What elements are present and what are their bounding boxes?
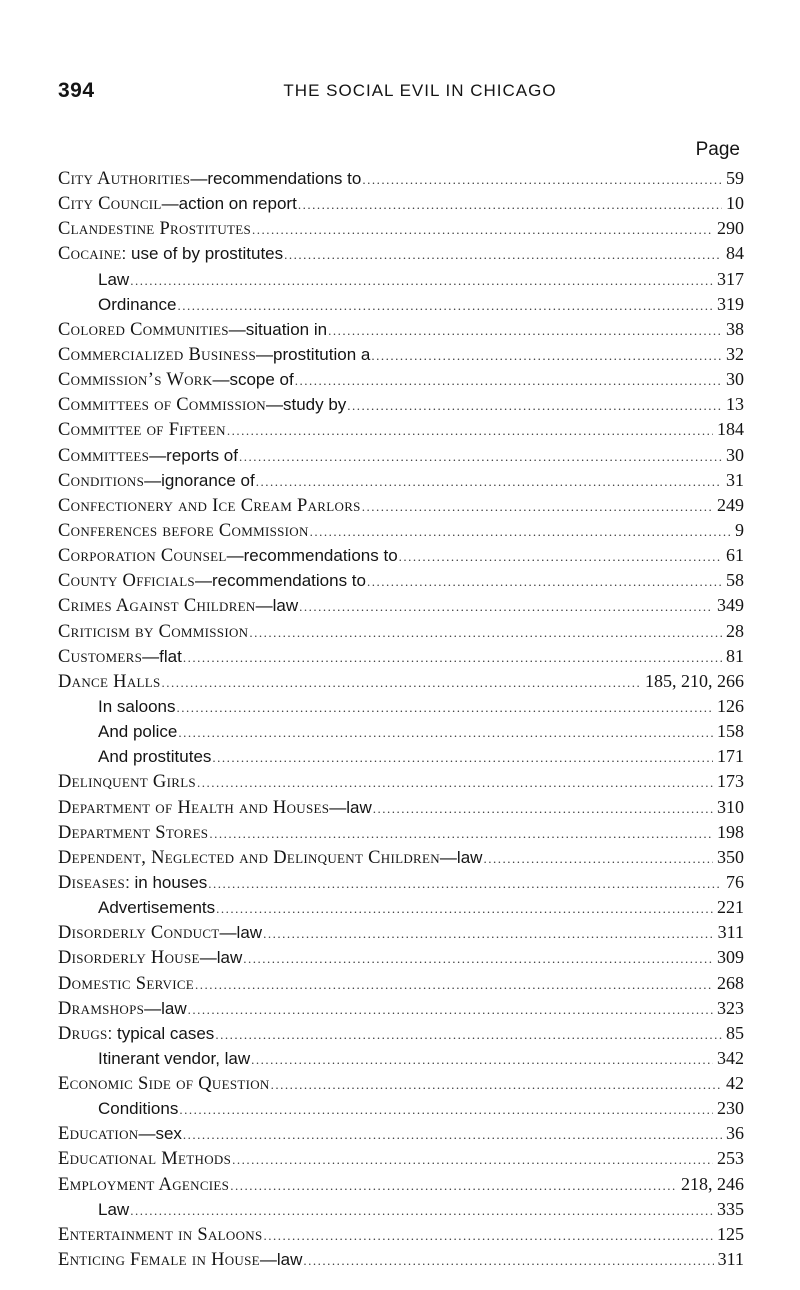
entry-pages: 317 xyxy=(717,268,744,289)
entry-label xyxy=(58,443,238,469)
entry-heading: Department of Health and Houses xyxy=(58,797,330,818)
entry-heading: Conferences before Commission xyxy=(58,520,309,541)
page-column-heading: Page xyxy=(695,139,740,160)
entry-heading: Entertainment in Saloons xyxy=(58,1224,263,1245)
entry-heading: Conditions xyxy=(58,470,145,491)
index-subentry xyxy=(58,1046,744,1071)
entry-pages: 253 xyxy=(717,1148,744,1169)
index-entry xyxy=(58,1071,744,1096)
entry-pages: 30 xyxy=(726,369,744,390)
dot-leader xyxy=(215,1022,722,1047)
index-subentry xyxy=(58,694,744,719)
entry-heading: Department Stores xyxy=(58,822,209,843)
entry-pages: 198 xyxy=(717,821,744,842)
index-subentry xyxy=(58,292,744,317)
entry-heading: Dramshops xyxy=(58,998,145,1019)
index-entry xyxy=(58,241,744,266)
entry-heading: Dance Halls xyxy=(58,671,161,692)
index-entry xyxy=(58,820,744,845)
dot-leader xyxy=(130,268,713,293)
dot-leader xyxy=(162,670,641,695)
entry-pages: 309 xyxy=(717,947,744,968)
entry-pages: 59 xyxy=(726,168,744,188)
index-entry xyxy=(58,619,744,644)
index-entry xyxy=(58,1021,744,1046)
entry-heading: City Authorities xyxy=(58,169,191,189)
entry-label xyxy=(58,870,207,896)
entry-pages: 350 xyxy=(717,846,744,867)
entry-pages: 158 xyxy=(717,721,744,742)
index-entries xyxy=(58,166,744,1272)
dot-leader xyxy=(232,1147,713,1172)
dot-leader xyxy=(483,846,713,871)
index-entry xyxy=(58,795,744,820)
dot-leader xyxy=(299,594,713,619)
index-entry xyxy=(58,1121,744,1146)
index-subentry xyxy=(58,719,744,744)
page-header xyxy=(58,79,742,109)
entry-pages: 10 xyxy=(726,193,744,214)
entry-pages: 218, 246 xyxy=(681,1173,744,1194)
entry-heading: Domestic Service xyxy=(58,973,195,994)
index-entry xyxy=(58,493,744,518)
dot-leader xyxy=(284,242,722,267)
entry-subtext: —flat xyxy=(142,646,182,666)
index-entry xyxy=(58,845,744,870)
dot-leader xyxy=(188,997,713,1022)
entry-label xyxy=(58,845,482,871)
entry-pages: 36 xyxy=(726,1123,744,1144)
entry-pages: 335 xyxy=(717,1198,744,1219)
entry-heading: Dependent, Neglected and Delinquent Children xyxy=(58,847,440,868)
entry-pages: 171 xyxy=(717,746,744,767)
dot-leader xyxy=(362,167,722,192)
index-entry xyxy=(58,166,744,191)
dot-leader xyxy=(243,946,713,971)
entry-label xyxy=(58,417,226,443)
entry-pages: 323 xyxy=(717,997,744,1018)
index-entry xyxy=(58,342,744,367)
entry-label xyxy=(58,1146,231,1172)
entry-label xyxy=(58,895,215,921)
entry-pages: 84 xyxy=(726,243,744,264)
entry-label xyxy=(58,619,248,645)
entry-label xyxy=(58,1247,302,1273)
entry-heading: City Council xyxy=(58,194,162,215)
entry-label xyxy=(58,1046,250,1072)
entry-pages: 31 xyxy=(726,469,744,490)
entry-label xyxy=(58,795,372,821)
entry-subtext: Advertisements xyxy=(98,898,216,918)
entry-label xyxy=(58,216,251,242)
entry-pages: 311 xyxy=(717,1249,744,1270)
entry-subtext: —law xyxy=(259,1250,303,1270)
entry-label xyxy=(58,191,297,217)
dot-leader xyxy=(371,343,722,368)
entry-pages: 30 xyxy=(726,444,744,465)
dot-leader xyxy=(295,368,722,393)
dot-leader xyxy=(227,418,713,443)
entry-subtext: —study by xyxy=(265,395,347,415)
entry-subtext: And prostitutes xyxy=(98,747,212,767)
entry-pages: 13 xyxy=(726,394,744,415)
entry-pages: 85 xyxy=(726,1022,744,1043)
entry-label xyxy=(58,593,298,619)
index-entry xyxy=(58,996,744,1021)
index-entry xyxy=(58,1247,744,1272)
entry-pages: 249 xyxy=(717,494,744,515)
index-entry xyxy=(58,317,744,342)
index-entry xyxy=(58,593,744,618)
entry-subtext: —law xyxy=(219,923,263,943)
entry-heading: Drugs xyxy=(58,1023,108,1044)
entry-subtext: : in houses xyxy=(125,872,208,892)
entry-pages: 311 xyxy=(717,922,744,943)
entry-label xyxy=(58,820,208,846)
dot-leader xyxy=(347,393,722,418)
entry-label xyxy=(58,241,283,267)
entry-heading: Confectionery and Ice Cream Parlors xyxy=(58,495,361,516)
entry-label xyxy=(58,367,294,393)
entry-subtext: —action on report xyxy=(161,194,297,214)
entry-pages: 342 xyxy=(717,1047,744,1068)
entry-heading: Corporation Counsel xyxy=(58,546,227,567)
index-entry xyxy=(58,1146,744,1171)
entry-label xyxy=(58,744,211,770)
dot-leader xyxy=(230,1173,677,1198)
entry-pages: 126 xyxy=(717,695,744,716)
entry-label xyxy=(58,1222,262,1248)
entry-label xyxy=(58,1096,178,1122)
entry-label xyxy=(58,267,129,293)
entry-subtext: —situation in xyxy=(228,319,328,339)
dot-leader xyxy=(328,318,722,343)
index-entry xyxy=(58,468,744,493)
entry-label xyxy=(58,1121,182,1147)
index-entry xyxy=(58,971,744,996)
entry-label xyxy=(58,1197,129,1223)
entry-subtext: —law xyxy=(199,948,243,968)
dot-leader xyxy=(303,1248,713,1273)
entry-heading: Employment Agencies xyxy=(58,1174,230,1195)
entry-label xyxy=(58,1021,214,1047)
dot-leader xyxy=(130,1198,713,1223)
dot-leader xyxy=(208,871,722,896)
dot-leader xyxy=(239,444,722,469)
dot-leader xyxy=(249,620,722,645)
dot-leader xyxy=(178,720,713,745)
index-entry xyxy=(58,644,744,669)
dot-leader xyxy=(256,469,722,494)
index-entry xyxy=(58,945,744,970)
dot-leader xyxy=(209,821,713,846)
entry-label xyxy=(58,392,346,418)
entry-heading: Disorderly House xyxy=(58,948,200,969)
entry-subtext: —reports of xyxy=(149,445,238,465)
dot-leader xyxy=(177,695,714,720)
entry-heading: Commission’s Work xyxy=(58,370,213,391)
entry-label xyxy=(58,920,262,946)
entry-label xyxy=(58,518,309,544)
index-entry xyxy=(58,443,744,468)
entry-label xyxy=(58,694,176,720)
entry-label xyxy=(58,719,177,745)
dot-leader xyxy=(183,1122,722,1147)
entry-pages: 319 xyxy=(717,293,744,314)
entry-heading: Customers xyxy=(58,646,143,667)
entry-subtext: —recommendations to xyxy=(190,169,362,188)
entry-label xyxy=(58,468,255,494)
index-subentry xyxy=(58,1197,744,1222)
page-number: 394 xyxy=(58,79,95,102)
index-entry xyxy=(58,367,744,392)
entry-subtext: —prostitution a xyxy=(256,344,371,364)
entry-pages: 185, 210, 266 xyxy=(645,670,744,691)
dot-leader xyxy=(373,796,713,821)
index-subentry xyxy=(58,1096,744,1121)
entry-pages: 349 xyxy=(717,595,744,616)
entry-pages: 230 xyxy=(717,1098,744,1119)
entry-subtext: Ordinance xyxy=(98,294,177,314)
index-entry xyxy=(58,392,744,417)
entry-subtext: —scope of xyxy=(212,370,294,390)
entry-heading: Economic Side of Question xyxy=(58,1074,270,1095)
entry-subtext: —ignorance of xyxy=(144,470,255,490)
entry-subtext: —law xyxy=(329,797,372,817)
entry-label xyxy=(58,292,176,318)
entry-subtext: : typical cases xyxy=(107,1023,215,1043)
entry-heading: Cocaine xyxy=(58,244,122,265)
index-entry xyxy=(58,1172,744,1197)
dot-leader xyxy=(271,1072,722,1097)
index-entry xyxy=(58,920,744,945)
entry-subtext: And police xyxy=(98,722,178,742)
entry-subtext: Law xyxy=(98,269,130,289)
entry-label xyxy=(58,1071,270,1097)
entry-pages: 28 xyxy=(726,620,744,641)
entry-heading: Colored Communities xyxy=(58,319,229,340)
dot-leader xyxy=(197,770,713,795)
entry-label xyxy=(58,644,182,670)
entry-pages: 58 xyxy=(726,570,744,591)
entry-label xyxy=(58,317,327,343)
index-entry xyxy=(58,568,744,593)
entry-heading: Commercialized Business xyxy=(58,344,256,365)
entry-subtext: Conditions xyxy=(98,1099,179,1119)
entry-subtext: —law xyxy=(255,596,299,616)
entry-heading: Committees xyxy=(58,445,150,466)
dot-leader xyxy=(298,192,722,217)
dot-leader xyxy=(179,1097,713,1122)
entry-pages: 76 xyxy=(726,871,744,892)
entry-subtext: In saloons xyxy=(98,696,176,716)
dot-leader xyxy=(362,494,713,519)
index-entry xyxy=(58,191,744,216)
entry-label xyxy=(58,1172,229,1198)
entry-pages: 61 xyxy=(726,545,744,566)
entry-pages: 290 xyxy=(717,218,744,239)
entry-pages: 268 xyxy=(717,972,744,993)
entry-label xyxy=(58,543,398,569)
entry-heading: Crimes Against Children xyxy=(58,596,256,617)
index-entry xyxy=(58,518,744,543)
entry-subtext: Law xyxy=(98,1199,130,1219)
entry-heading: Education xyxy=(58,1124,139,1145)
dot-leader xyxy=(216,896,713,921)
entry-subtext: —recommendations to xyxy=(226,546,398,566)
entry-pages: 310 xyxy=(717,796,744,817)
entry-label xyxy=(58,769,196,795)
entry-subtext: —sex xyxy=(138,1124,182,1144)
entry-pages: 125 xyxy=(717,1223,744,1244)
entry-pages: 173 xyxy=(717,771,744,792)
entry-label xyxy=(58,342,370,368)
dot-leader xyxy=(263,1223,713,1248)
dot-leader xyxy=(263,921,714,946)
entry-heading: Disorderly Conduct xyxy=(58,923,220,944)
entry-heading: Criticism by Commission xyxy=(58,621,249,642)
entry-label xyxy=(58,669,161,695)
dot-leader xyxy=(195,972,713,997)
entry-subtext: : use of by prostitutes xyxy=(121,244,284,264)
entry-pages: 221 xyxy=(717,897,744,918)
dot-leader xyxy=(183,645,722,670)
dot-leader xyxy=(367,569,722,594)
running-title: THE SOCIAL EVIL IN CHICAGO xyxy=(283,81,557,100)
entry-label xyxy=(58,971,194,997)
index-subentry xyxy=(58,895,744,920)
index-entry xyxy=(58,769,744,794)
entry-pages: 32 xyxy=(726,343,744,364)
entry-heading: Enticing Female in House xyxy=(58,1250,260,1271)
entry-pages: 38 xyxy=(726,318,744,339)
entry-heading: Committee of Fifteen xyxy=(58,420,226,441)
index-entry xyxy=(58,543,744,568)
entry-pages: 42 xyxy=(726,1073,744,1094)
dot-leader xyxy=(251,1047,713,1072)
index-subentry xyxy=(58,744,744,769)
entry-pages: 184 xyxy=(717,419,744,440)
entry-subtext: —law xyxy=(144,998,187,1018)
entry-heading: Educational Methods xyxy=(58,1149,232,1170)
entry-heading: County Officials xyxy=(58,571,195,592)
dot-leader xyxy=(310,519,731,544)
index-subentry xyxy=(58,267,744,292)
index-entry xyxy=(58,216,744,241)
entry-heading: Delinquent Girls xyxy=(58,772,196,793)
entry-pages: 9 xyxy=(735,519,744,540)
entry-heading: Committees of Commission xyxy=(58,395,266,416)
dot-leader xyxy=(399,544,722,569)
dot-leader xyxy=(177,293,713,318)
index-entry xyxy=(58,1222,744,1247)
dot-leader xyxy=(252,217,713,242)
index-entry xyxy=(58,669,744,694)
entry-subtext: —law xyxy=(439,847,483,867)
entry-label xyxy=(58,166,361,192)
entry-subtext: —recommendations to xyxy=(194,571,366,591)
entry-label xyxy=(58,945,242,971)
entry-label xyxy=(58,568,366,594)
entry-heading: Clandestine Prostitutes xyxy=(58,219,252,240)
entry-label xyxy=(58,996,187,1022)
index-entry xyxy=(58,417,744,442)
entry-label xyxy=(58,493,361,519)
entry-subtext: Itinerant vendor, law xyxy=(98,1048,251,1068)
dot-leader xyxy=(212,745,713,770)
entry-pages: 81 xyxy=(726,645,744,666)
index-entry xyxy=(58,870,744,895)
entry-heading: Diseases xyxy=(58,872,126,893)
